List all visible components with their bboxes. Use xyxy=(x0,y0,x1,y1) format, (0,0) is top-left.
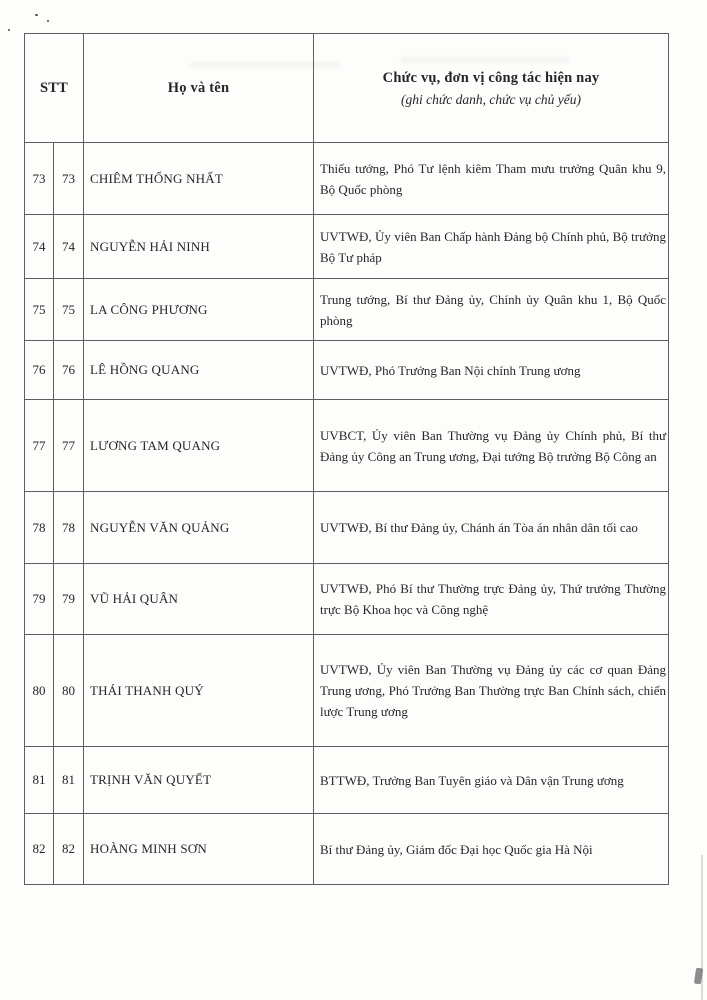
table-header-row xyxy=(25,34,669,143)
row-index-2-cell: 75 xyxy=(54,279,84,341)
header-stt: STT xyxy=(25,34,84,143)
row-index-2-cell: 80 xyxy=(54,635,84,747)
row-index-cell: 81 xyxy=(25,747,54,814)
row-index-cell: 79 xyxy=(25,564,54,635)
table-row xyxy=(25,400,669,492)
table-row xyxy=(25,747,669,814)
row-index-2-cell: 79 xyxy=(54,564,84,635)
row-index-2-cell: 73 xyxy=(54,143,84,215)
name-cell: THÁI THANH QUÝ xyxy=(84,635,314,747)
row-index-cell: 76 xyxy=(25,341,54,400)
position-cell: UVBCT, Ủy viên Ban Thường vụ Đảng ủy Chính phủ, Bí thư Đảng ủy Công an Trung ương, Đại tướng Bộ trưởng Bộ Công an xyxy=(314,400,669,492)
table-body xyxy=(25,143,669,885)
position-cell: Trung tướng, Bí thư Đảng ủy, Chính ủy Quân khu 1, Bộ Quốc phòng xyxy=(314,279,669,341)
officials-table xyxy=(24,33,669,885)
scan-speck xyxy=(35,14,38,16)
table-row xyxy=(25,143,669,215)
row-index-2-cell: 82 xyxy=(54,814,84,885)
position-cell: BTTWĐ, Trưởng Ban Tuyên giáo và Dân vận Trung ương xyxy=(314,747,669,814)
row-index-cell: 78 xyxy=(25,492,54,564)
name-cell: LƯƠNG TAM QUANG xyxy=(84,400,314,492)
position-cell: Bí thư Đảng ủy, Giám đốc Đại học Quốc gia Hà Nội xyxy=(314,814,669,885)
row-index-cell: 80 xyxy=(25,635,54,747)
name-cell: NGUYỄN VĂN QUẢNG xyxy=(84,492,314,564)
table-row xyxy=(25,341,669,400)
name-cell: LA CÔNG PHƯƠNG xyxy=(84,279,314,341)
header-position xyxy=(314,34,669,143)
table-row xyxy=(25,279,669,341)
header-position-title: Chức vụ, đơn vị công tác hiện nay xyxy=(382,69,600,86)
row-index-2-cell: 76 xyxy=(54,341,84,400)
name-cell: LÊ HỒNG QUANG xyxy=(84,341,314,400)
table-row xyxy=(25,635,669,747)
position-cell: UVTWĐ, Phó Bí thư Thường trực Đảng ủy, Thứ trưởng Thường trực Bộ Khoa học và Công nghệ xyxy=(314,564,669,635)
table-row xyxy=(25,564,669,635)
position-cell: UVTWĐ, Ủy viên Ban Chấp hành Đảng bộ Chính phủ, Bộ trưởng Bộ Tư pháp xyxy=(314,215,669,279)
header-position-subtitle: (ghi chức danh, chức vụ chủ yếu) xyxy=(401,91,582,107)
scan-speck xyxy=(8,29,10,31)
row-index-cell: 77 xyxy=(25,400,54,492)
name-cell: HOÀNG MINH SƠN xyxy=(84,814,314,885)
row-index-2-cell: 81 xyxy=(54,747,84,814)
row-index-2-cell: 74 xyxy=(54,215,84,279)
position-cell: UVTWĐ, Ủy viên Ban Thường vụ Đảng ủy các cơ quan Đảng Trung ương, Phó Trưởng Ban Thường trực Ban Chính sách, chiến lược Trung ương xyxy=(314,635,669,747)
name-cell: VŨ HẢI QUÂN xyxy=(84,564,314,635)
name-cell: TRỊNH VĂN QUYẾT xyxy=(84,747,314,814)
row-index-2-cell: 77 xyxy=(54,400,84,492)
position-cell: Thiếu tướng, Phó Tư lệnh kiêm Tham mưu trưởng Quân khu 9, Bộ Quốc phòng xyxy=(314,143,669,215)
row-index-cell: 73 xyxy=(25,143,54,215)
name-cell: CHIÊM THỐNG NHẤT xyxy=(84,143,314,215)
table-row xyxy=(25,814,669,885)
scan-speck xyxy=(47,20,49,22)
row-index-cell: 74 xyxy=(25,215,54,279)
table-row xyxy=(25,492,669,564)
name-cell: NGUYỄN HẢI NINH xyxy=(84,215,314,279)
header-name: Họ và tên xyxy=(84,34,314,143)
position-cell: UVTWĐ, Phó Trưởng Ban Nội chính Trung ương xyxy=(314,341,669,400)
position-cell: UVTWĐ, Bí thư Đảng ủy, Chánh án Tòa án nhân dân tối cao xyxy=(314,492,669,564)
table-row xyxy=(25,215,669,279)
row-index-cell: 75 xyxy=(25,279,54,341)
row-index-2-cell: 78 xyxy=(54,492,84,564)
row-index-cell: 82 xyxy=(25,814,54,885)
